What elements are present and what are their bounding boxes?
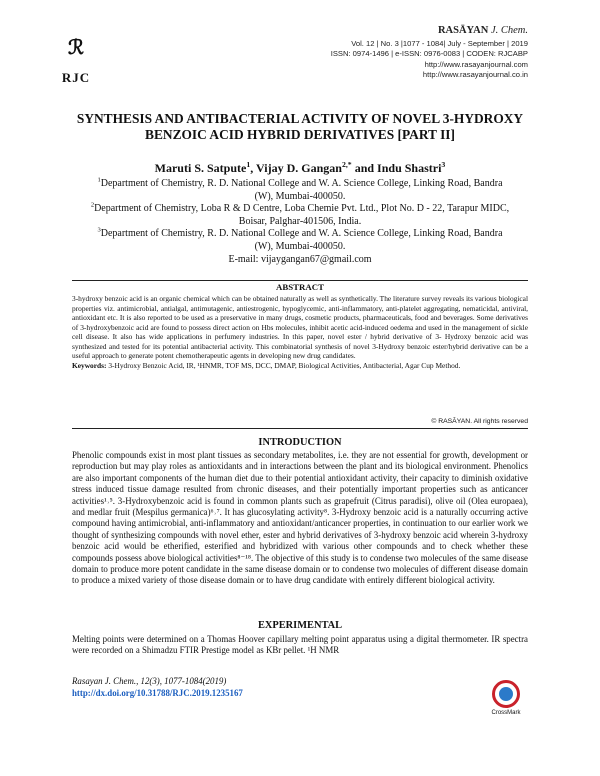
- author-3: Indu Shastri: [377, 161, 442, 175]
- citation-footer: [72, 675, 243, 699]
- citation: Rasayan J. Chem., 12(3), 1077-1084(2019): [72, 676, 227, 686]
- author-2: Vijay D. Gangan: [256, 161, 342, 175]
- volume-line: Vol. 12 | No. 3 |1077 - 1084| July - September | 2019: [351, 38, 528, 48]
- affiliation-2: $^2$Department of Chemistry, Loba R & D Centre, Loba Chemie Pvt. Ltd., Plot No. D - 22, Tarapur MIDC, Boisar, Palghar-401506, India.: [90, 201, 510, 227]
- logo-text: RJC: [61, 70, 91, 85]
- copyright-notice: © RASĀYAN. All rights reserved: [431, 418, 528, 425]
- doi-link[interactable]: http://dx.doi.org/10.31788/RJC.2019.1235167: [72, 688, 243, 698]
- journal-url-2[interactable]: http://www.rasayanjournal.co.in: [422, 70, 528, 79]
- keywords-label: Keywords:: [72, 360, 107, 370]
- journal-name: RASĀYAN J. Chem.: [437, 25, 528, 36]
- introduction-heading: INTRODUCTION: [258, 437, 342, 448]
- crossmark-icon: [492, 680, 520, 708]
- paper-title: SYNTHESIS AND ANTIBACTERIAL ACTIVITY OF NOVEL 3-HYDROXY BENZOIC ACID HYBRID DERIVATIVES [PART II]: [76, 111, 524, 142]
- email-line[interactable]: E-mail: vijaygangan67@gmail.com: [228, 253, 372, 265]
- author-list: Maruti S. Satpute$^1$, Vijay D. Gangan$^{2,*}$ and Indu Shastri$^3$: [154, 160, 446, 175]
- affiliations: [90, 178, 510, 266]
- crossmark-label: CrossMark: [491, 710, 521, 716]
- journal-header: [288, 26, 528, 81]
- abstract-bottom-rule: [72, 428, 528, 429]
- abstract-top-rule: [72, 280, 528, 281]
- affiliation-1: $^1$Department of Chemistry, R. D. National College and W. A. Science College, Linking Road, Bandra (W), Mumbai-400050.: [97, 176, 503, 202]
- abstract-heading: ABSTRACT: [276, 282, 324, 292]
- experimental-text: Melting points were determined on a Thomas Hoover capillary melting point apparatus using a digital thermometer. IR spectra were recorded on a Shimadzu FTIR Prestige model as KBr pellet. ¹H NMR: [72, 634, 528, 656]
- journal-logo: [60, 38, 92, 86]
- logo-glyph: ℛ: [68, 37, 84, 59]
- crossmark-badge[interactable]: [484, 680, 528, 716]
- journal-url-1[interactable]: http://www.rasayanjournal.com: [424, 59, 528, 69]
- affiliation-3: $^3$Department of Chemistry, R. D. National College and W. A. Science College, Linking Road, Bandra (W), Mumbai-400050.: [97, 227, 503, 252]
- experimental-heading: EXPERIMENTAL: [257, 620, 343, 631]
- abstract-text: 3-hydroxy benzoic acid is an organic chemical which can be obtained naturally as well as synthetically. The literature survey reveals its various biological properties viz. antimicrobial, antialgal, antimutagenic, antiestrogenic, hypoglycemic, anti-inflammatory, anti-platelet aggregating, nematicidal, antiviral, antioxidant etc. It is also reported to be used as a preservative in many drugs, cosmetic products, pharmaceuticals, food and beverages. Some derivatives of 3-hydroxybenzoic acid are found to possess direct action on Hbs molecules, inhibit acetic acid-induced oedema and used in the management of sickle cell disease. It also has wide applications in perfumery industries. In this paper, novel ester / hybrid derivative of 3- Hydroxy benzoic acid was synthesized and tested for its potential antibacterial activity. This combinatorial synthesis of novel 3-Hydroxy benzoic ester/hybrid derivative can be a useful approach to generate potent chemotherapeutic agents in developing new drug candidates. Keywords: 3-Hydroxy Benzoic Acid, IR, ¹HNMR, TOF MS, DCC, DMAP, Biological Activities, Antibacterial, Agar Cup Method.: [72, 294, 528, 370]
- keywords: 3-Hydroxy Benzoic Acid, IR, ¹HNMR, TOF MS, DCC, DMAP, Biological Activities, Antibacterial, Agar Cup Method.: [106, 360, 461, 370]
- issn-line: ISSN: 0974-1496 | e-ISSN: 0976-0083 | CODEN: RJCABP: [330, 49, 528, 58]
- introduction-text: Phenolic compounds exist in most plant tissues as secondary metabolites, i.e. they are not essential for growth, development or reproduction but may play roles as antioxidants and in interactions between the plant and its biological environment. Phenolics are also important components of the human diet due to their potential antioxidant activity, their capacity to diminish oxidative stress induced tissue damage resulted from chronic diseases, and their potentially important properties such as anticancer activities¹˒⁵. 3-Hydroxybenzoic acid is found in common plants such as grapefruit (Citrus paradisi), olive oil (Olea europaea), and medlar fruit (Mespilus germanica)⁶˒⁷. It has glucosylating activity⁸. 3-Hydroxy benzoic acid is a naturally occurring active compound having antimicrobial, anti-inflammatory and antioxidant/anticancer properties, in continuation to our earlier work we thought of synthesizing compounds with novel ether, ester and hybrid derivatives of 3-hydroxy benzoic acid wherein 3-hydroxy benzoic acid would be etherified, esterified and hybridized with various other compounds and to check whether these compounds possess above biological activities⁸⁻¹⁸. The objective of this study is to condense two molecules of the same disease domain to produce more potent candidate in the same disease domain or to condense two molecules of different disease domain to produce a mixed variety of those disease domain or to have drug candidate with entirely different biological activity.: [72, 450, 528, 586]
- author-1: Maruti S. Satpute: [154, 161, 247, 175]
